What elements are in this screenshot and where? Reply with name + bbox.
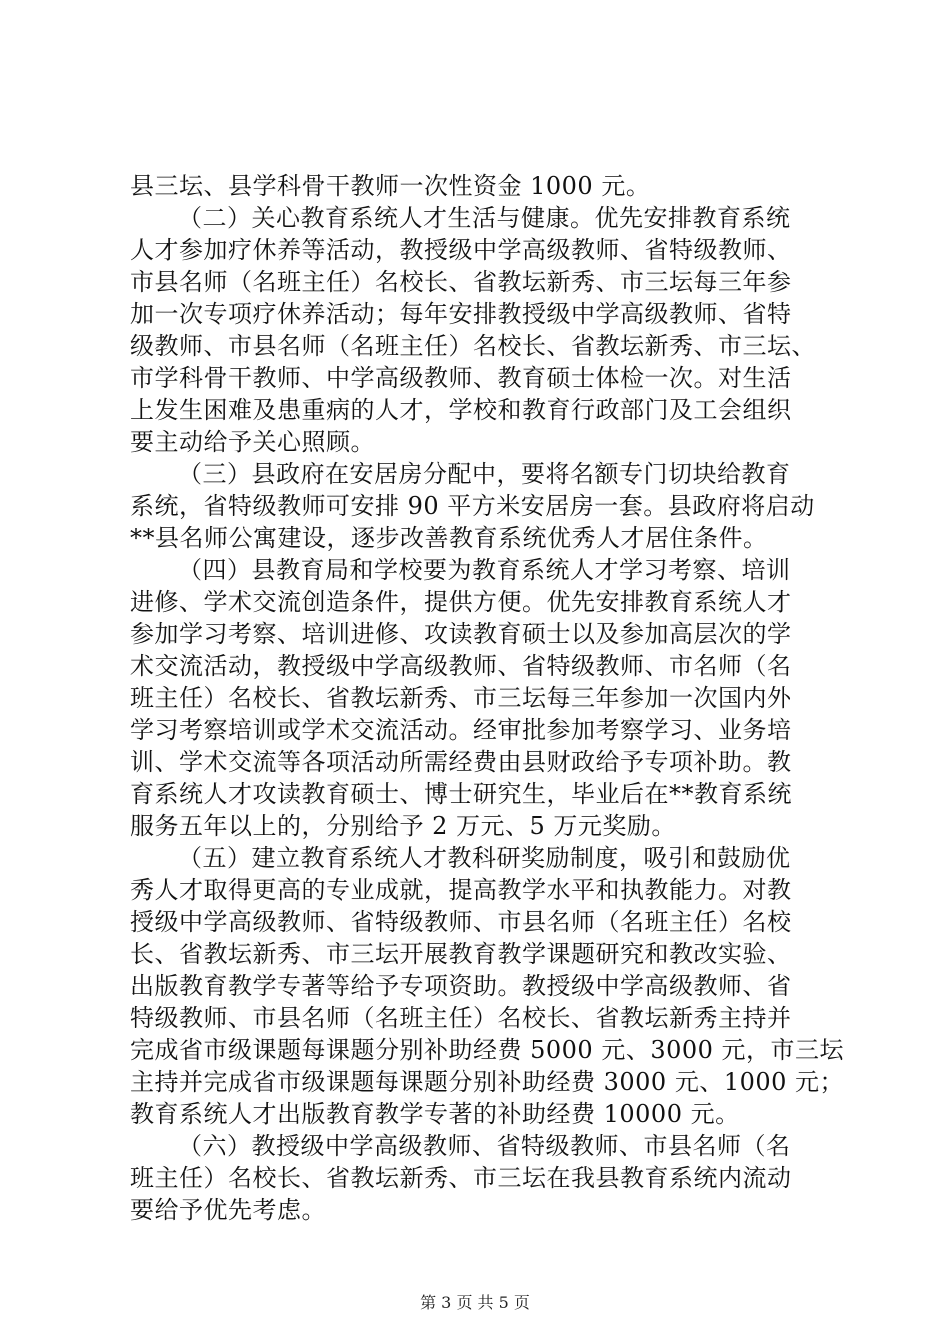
- text-line: 加一次专项疗休养活动；每年安排教授级中学高级教师、省特: [130, 300, 792, 328]
- text-line: 进修、学术交流创造条件，提供方便。优先安排教育系统人才: [130, 588, 792, 616]
- text-line: 服务五年以上的，分别给予 2 万元、5 万元奖励。: [130, 812, 676, 840]
- text-line: 要主动给予关心照顾。: [130, 428, 375, 456]
- paragraph-6-start: （六）教授级中学高级教师、省特级教师、市县名师（名: [178, 1132, 791, 1160]
- text-line: 参加学习考察、培训进修、攻读教育硕士以及参加高层次的学: [130, 620, 792, 648]
- text-line: 术交流活动，教授级中学高级教师、省特级教师、市名师（名: [130, 652, 792, 680]
- document-body: [130, 170, 845, 1226]
- text-line: 系统，省特级教师可安排 90 平方米安居房一套。县政府将启动: [130, 492, 815, 520]
- page-number-footer: 第 3 页 共 5 页: [420, 1293, 530, 1312]
- text-line: 主持并完成省市级课题每课题分别补助经费 3000 元、1000 元；: [130, 1068, 845, 1096]
- text-line: 市学科骨干教师、中学高级教师、教育硕士体检一次。对生活: [130, 364, 792, 392]
- text-line: 要给予优先考虑。: [130, 1196, 326, 1224]
- text-line: 秀人才取得更高的专业成就，提高教学水平和执教能力。对教: [130, 876, 792, 904]
- text-line: 学习考察培训或学术交流活动。经审批参加考察学习、业务培: [130, 716, 792, 744]
- text-line: 特级教师、市县名师（名班主任）名校长、省教坛新秀主持并: [130, 1004, 792, 1032]
- text-line: 出版教育教学专著等给予专项资助。教授级中学高级教师、省: [130, 972, 792, 1000]
- text-line: 县三坛、县学科骨干教师一次性资金 1000 元。: [130, 172, 651, 200]
- text-line: 育系统人才攻读教育硕士、博士研究生，毕业后在**教育系统: [130, 780, 792, 808]
- text-line: 人才参加疗休养等活动，教授级中学高级教师、省特级教师、: [130, 236, 792, 264]
- text-line: 班主任）名校长、省教坛新秀、市三坛在我县教育系统内流动: [130, 1164, 792, 1192]
- text-line: 完成省市级课题每课题分别补助经费 5000 元、3000 元，市三坛: [130, 1036, 845, 1064]
- paragraph-2-start: （二）关心教育系统人才生活与健康。优先安排教育系统: [178, 204, 791, 232]
- text-line: 教育系统人才出版教育教学专著的补助经费 10000 元。: [130, 1100, 740, 1128]
- text-line: 授级中学高级教师、省特级教师、市县名师（名班主任）名校: [130, 908, 792, 936]
- text-line: 长、省教坛新秀、市三坛开展教育教学课题研究和教改实验、: [130, 940, 792, 968]
- paragraph-4-start: （四）县教育局和学校要为教育系统人才学习考察、培训: [178, 556, 791, 584]
- text-line: 班主任）名校长、省教坛新秀、市三坛每三年参加一次国内外: [130, 684, 792, 712]
- paragraph-5-start: （五）建立教育系统人才教科研奖励制度，吸引和鼓励优: [178, 844, 791, 872]
- text-line: **县名师公寓建设，逐步改善教育系统优秀人才居住条件。: [130, 524, 768, 552]
- text-line: 训、学术交流等各项活动所需经费由县财政给予专项补助。教: [130, 748, 792, 776]
- text-line: 级教师、市县名师（名班主任）名校长、省教坛新秀、市三坛、: [130, 332, 816, 360]
- text-line: 市县名师（名班主任）名校长、省教坛新秀、市三坛每三年参: [130, 268, 792, 296]
- paragraph-3-start: （三）县政府在安居房分配中，要将名额专门切块给教育: [178, 460, 791, 488]
- text-line: 上发生困难及患重病的人才，学校和教育行政部门及工会组织: [130, 396, 792, 424]
